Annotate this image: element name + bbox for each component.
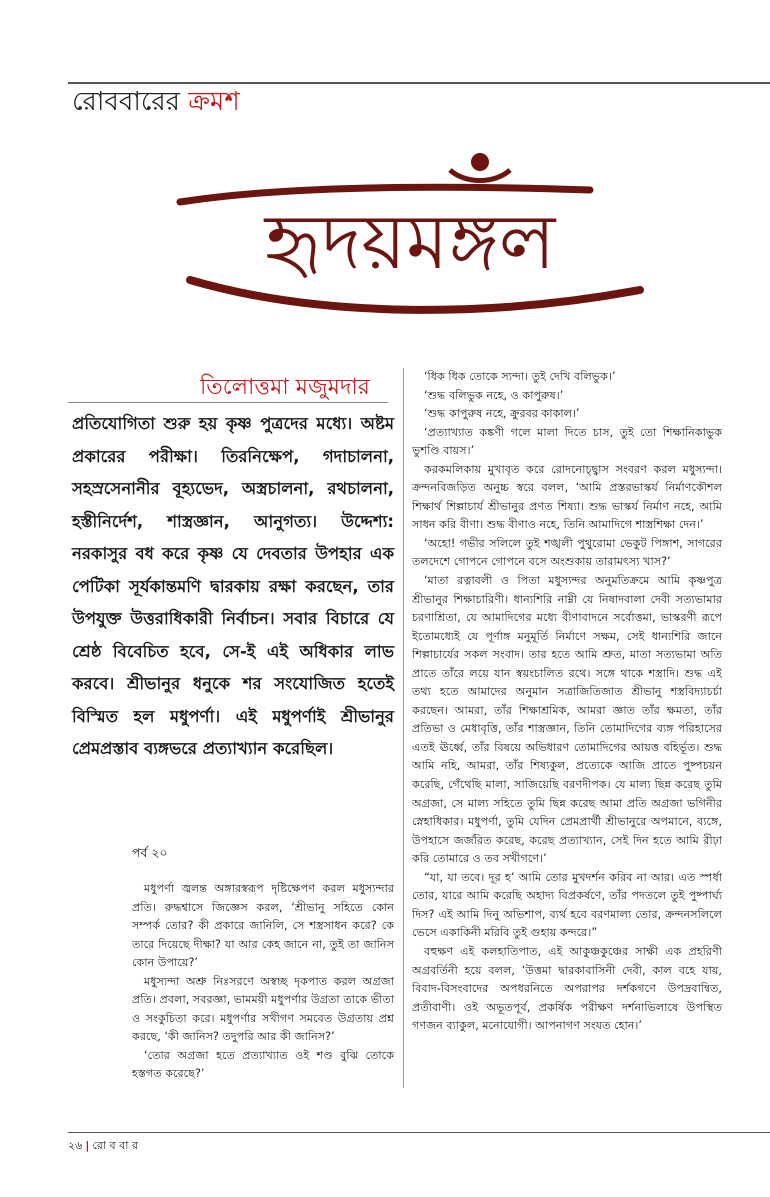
body-paragraph: ‘মাতা রত্নাবলী ও পিতা মধুস্যন্দর অনুমতিক্রমে আমি কৃষ্ণপুত্র শ্রীভানুর শিক্ষাচারিণী। ধান্যশিরি নাম্নী যে নিষাদবালা দেবী সত্যভামার চরণাশ্রিতা, যে আমাদিগের মধ্যে বীণাবাদনে সর্বোত্তমা, ভাস্করণী রূপে ইতোমধ্যেই যে পূর্ণাঙ্গ মনুমূর্তি নির্মাণে সক্ষম, সেই ধান্যশিরি জানে শিল্পাচার্যের সকল সংবাদ। তার হতে আমি শ্রুত, মাতা সত্যভামা অতি প্রাতে তাঁরে লয়ে যান স্বয়ংচালিত রথে। সঙ্গে থাকে শস্ত্রাদি। শুদ্ধ এই তথ্য হতে আমাদের অনুমান সত্রাজিতিজাত শ্রীভানু শস্ত্রবিদ্যাচর্চা করছেন। আমরা, তাঁর শিক্ষাশ্রমিক, আমরা জ্ঞাত তাঁর ক্ষমতা, তাঁর প্রতিভা ও মেধাবৃত্তি, তাঁর শাস্ত্রজ্ঞান, তিনি তোমাদিগের ব্যঙ্গ পরিহাসের এতই ঊর্ধ্বে, তাঁর বিষয়ে অভিধারণ তোমাদিগের আয়ত্ত বহির্ভূত। শুদ্ধ আমি নহি, আমরা, তাঁর শিষ্যকুল, প্রত্যেকে আজি প্রাতে পুষ্পচয়ন করেছি, গেঁথেছি মালা, সাজিয়েছি বরণদীপক। যে মাল্য ছিন্ন করেছ তুমি অগ্রজা, সে মাল্য সহিতে তুমি ছিন্ন করেছ আমা প্রতি অগ্রজা ভগিনীর স্নেহাধিকার। মধুপর্ণা, তুমি যেদিন প্রেমপ্রার্থী শ্রীভানুরে অপমানে, ব্যঙ্গে, উপহাসে জর্জরিত করেছ, করেছ প্রত্যাখ্যান, সেই দিন হতে আমি রীঢ়া করি তোমারে ও তব সখীগণে।’ xyxy=(412,574,722,866)
body-paragraph: ‘শুদ্ধ বলিভুক নহে, ও কাপুরুষ।’ xyxy=(424,388,564,402)
body-paragraph: ‘শুদ্ধ কাপুরুষ নহে, ক্রুরবর কাকাল।’ xyxy=(424,407,580,421)
body-paragraph: মধুপর্ণা জ্বলন্ত অঙ্গারস্বরূপ দৃষ্টিক্ষেপণ করল মধুস্যন্দার প্রতি। রুদ্ধশ্বাসে জিজ্ঞেস করল, ‘শ্রীভানু সহিতে কোন সম্পর্ক তোর? কী প্রকারে জানিলি, সে শস্ত্রসাধন করে? কে তারে দিয়েছে দীক্ষা? যা আর কেহ জানে না, তুই তা জানিস কোন উপায়ে?’ xyxy=(132,882,394,969)
column-divider xyxy=(403,368,404,1088)
title-calligraphy xyxy=(150,140,670,320)
body-column-right xyxy=(412,368,722,1036)
page-footer xyxy=(68,1137,138,1156)
body-paragraph: “যা, যা তবে। দূর হ’ আমি তোর মুখদর্শন করিব না আর। এত স্পর্ধা তোর, যারে আমি করেছি অহাদ্য বিপ্রকর্ষণে, তাঁর পদতলে তুই পুষ্পার্ঘ্য দিস? এই আমি দিনু অভিশাপ, ব্যর্থ হবে বরণমাল্য তোর, ক্রন্দনসলিলে ভেসে একাকিনী মরিবি তুই গুহায় কন্দরে।” xyxy=(412,870,722,940)
author-name: তিলোত্তমা মজুমদার xyxy=(200,375,370,400)
body-column-left xyxy=(132,880,394,1084)
body-paragraph: মধুস্যন্দা অশ্রু নিঃসরণে অস্বচ্ছ দৃকপাত করল অগ্রজা প্রতি। প্রবলা, সবরজ্ঞা, ভামময়ী মধুপর্ণার উগ্রতা তাকে ভীতা ও সংকুচিতা করে। মধুপর্ণার সখীগণ সমবেত উগ্রতায় প্রশ্ন করছে, ‘কী জানিস? তদুপরি আর কী জানিস?’ xyxy=(132,974,394,1043)
lede-paragraph: প্রতিযোগিতা শুরু হয় কৃষ্ণ পুত্রদের মধ্যে। অষ্টম প্রকারের পরীক্ষা। তিরনিক্ষেপ, গদাচালনা, সহস্রসেনানীর বূহ্যভেদ, অস্ত্রচালনা, রথচালনা, হস্তীনির্দেশ, শাস্ত্রজ্ঞান, আনুগত্য। উদ্দেশ্য: নরকাসুর বধ করে কৃষ্ণ যে দেবতার উপহার এক পেটিকা সূর্যকান্তমণি দ্বারকায় রক্ষা করছেন, তার উপযুক্ত উত্তরাধিকারী নির্বাচন। সবার বিচারে যে শ্রেষ্ঠ বিবেচিত হবে, সে-ই এই অধিকার লাভ করবে। শ্রীভানুর ধনুকে শর সংযোজিত হতেই বিস্মিত হল মধুপর্ণা। এই মধুপর্ণাই শ্রীভানুর প্রেমপ্রস্তাব ব্যঙ্গভরে প্রত্যাখ্যান করেছিল। xyxy=(72,414,394,758)
episode-number: পর্ব ২০ xyxy=(132,845,168,860)
footer-separator: | xyxy=(85,1139,90,1152)
body-paragraph: ‘ধিক ধিক তোকে স্যন্দা। তুই দেখি বলিভুক।’ xyxy=(424,370,616,383)
top-rule xyxy=(68,82,770,84)
page-number: ২৬ xyxy=(68,1139,83,1152)
body-paragraph: বহুক্ষণ এই কলহাতিপাত, এই আকুঞ্চকুঞ্চের সাক্ষী এক প্রহরিণী অগ্রবর্তিনী হয়ে বলল, ‘উত্তমা দ্বারকাবাসিনী দেবী, কাল বহে যায়, বিবাদ-বিসংবাদের অপধরনিতে অপরাপর দর্শকগণে উপদ্রবান্বিত, প্রতীবাণী। ওই অভূতপূর্ব, প্রকর্ষিক পরীক্ষণ দর্শনাভিলাষে উপস্থিত গণজন ব্যাকুল, মনোযোগী। আপনাগণ সংযত হোন।’ xyxy=(412,944,722,1033)
magazine-name: রো ব বা র xyxy=(92,1139,139,1152)
body-paragraph: করকমলিকায় মুখাবৃত করে রোদনোচ্ছ্বাস সংবরণ করল মধুস্যন্দা। ক্রন্দনবিজড়িত অনুচ্চ স্বরে বলল, ‘আমি প্রস্তরভাস্কর্য নির্মাণকৌশল শিক্ষার্থ শিল্পাচার্য শ্রীভানুর প্রণত শিষ্যা। শুদ্ধ ভাস্কর্য নির্মাণ নহে, আমি সাধন করি বীণা। শুদ্ধ বীণাও নহে, তিনি আমাদিগে শাস্ত্রশিক্ষা দেন।’ xyxy=(412,462,722,532)
section-heading-plain: রোববারের xyxy=(72,87,189,117)
bottom-rule xyxy=(68,1132,770,1133)
body-paragraph: ‘তোর অগ্রজা হতে প্রত্যাখ্যাত ওই শণ্ড বুঝি তোকে হস্তগত করেছে?’ xyxy=(132,1048,394,1080)
section-heading xyxy=(72,86,240,118)
title-chandrabindu-dot xyxy=(471,153,489,171)
author-rule xyxy=(68,402,388,403)
section-heading-accent: ক্রমশ xyxy=(188,87,240,117)
body-paragraph: ‘প্রত্যাখ্যাত কঙ্কণী গলে মালা দিতে চাস, তুই তো শিক্ষানিকাভুক ভুশণ্ডি বায়স।’ xyxy=(412,425,722,458)
title-text: হৃদয়মঙ্গল xyxy=(264,197,556,286)
body-paragraph: ‘অহো! গভীর সলিলে তুই শঙ্খলী পুথুরোমা ভেকুট পিঙ্গাশ, সাগরের তলদেশে গোপনে গোপনে বসে অংশুকায় তারামৎস্য খাস?’ xyxy=(412,536,722,569)
title-chandrabindu-arc xyxy=(450,170,510,181)
